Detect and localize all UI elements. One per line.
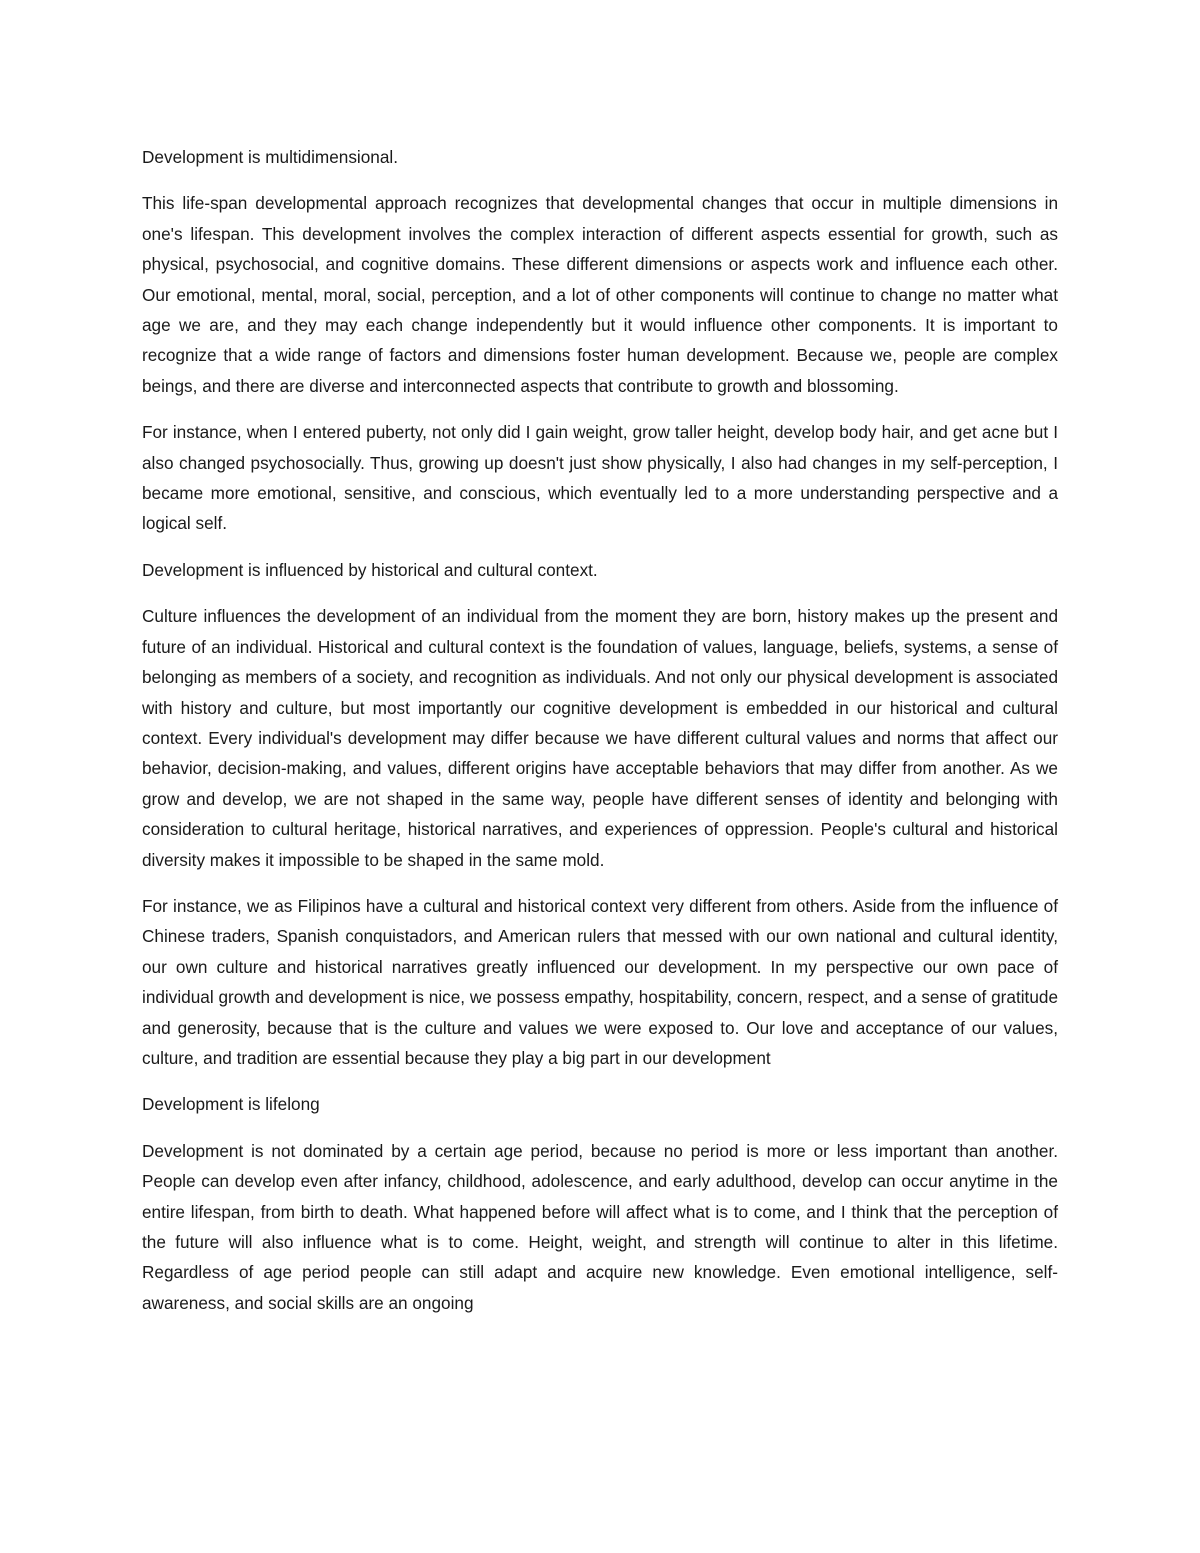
section-heading-multidimensional: Development is multidimensional. <box>142 147 399 167</box>
paragraph-historical-cultural-example: For instance, we as Filipinos have a cultural and historical context very different from others. Aside from the influence of Chinese traders, Spanish conquistadors, and American rulers that messed with our own national and cultural identity, our own culture and historical narratives greatly influenced our development. In my perspective our own pace of individual growth and development is nice, we possess empathy, hospitability, concern, respect, and a sense of gratitude and generosity, because that is the culture and values we were exposed to. Our love and acceptance of our values, culture, and tradition are essential because they play a big part in our development <box>142 895 1058 1068</box>
paragraph-lifelong-explanation: Development is not dominated by a certain age period, because no period is more or less important than another. People can develop even after infancy, childhood, adolescence, and early adulthood, develop can occur anytime in the entire lifespan, from birth to death. What happened before will affect what is to come, and I think that the perception of the future will also influence what is to come. Height, weight, and strength will continue to alter in this lifetime. Regardless of age period people can still adapt and acquire new knowledge. Even emotional intelligence, self-awareness, and social skills are an ongoing <box>142 1140 1058 1313</box>
document-body <box>142 142 1058 1334</box>
paragraph-multidimensional-explanation: This life-span developmental approach recognizes that developmental changes that occur in multiple dimensions in one's lifespan. This development involves the complex interaction of different aspects essential for growth, such as physical, psychosocial, and cognitive domains. These different dimensions or aspects work and influence each other. Our emotional, mental, moral, social, perception, and a lot of other components will continue to change no matter what age we are, and they may each change independently but it would influence other components. It is important to recognize that a wide range of factors and dimensions foster human development. Because we, people are complex beings, and there are diverse and interconnected aspects that contribute to growth and blossoming. <box>142 193 1058 396</box>
paragraph-multidimensional-example: For instance, when I entered puberty, not only did I gain weight, grow taller height, develop body hair, and get acne but I also changed psychosocially. Thus, growing up doesn't just show physically, I also had changes in my self-perception, I became more emotional, sensitive, and conscious, which eventually led to a more understanding perspective and a logical self. <box>142 422 1058 534</box>
section-heading-historical-cultural: Development is influenced by historical and cultural context. <box>142 559 598 580</box>
paragraph-historical-cultural-explanation: Culture influences the development of an individual from the moment they are born, history makes up the present and future of an individual. Historical and cultural context is the foundation of values, language, beliefs, systems, a sense of belonging as members of a society, and recognition as individuals. And not only our physical development is associated with history and culture, but most importantly our cognitive development is embedded in our historical and cultural context. Every individual's development may differ because we have different cultural values and norms that affect our behavior, decision-making, and values, different origins have acceptable behaviors that may differ from another. As we grow and develop, we are not shaped in the same way, people have different senses of identity and belonging with consideration to cultural heritage, historical narratives, and experiences of oppression. People's cultural and historical diversity makes it impossible to be shaped in the same mold. <box>142 606 1058 870</box>
section-heading-lifelong: Development is lifelong <box>142 1094 320 1115</box>
